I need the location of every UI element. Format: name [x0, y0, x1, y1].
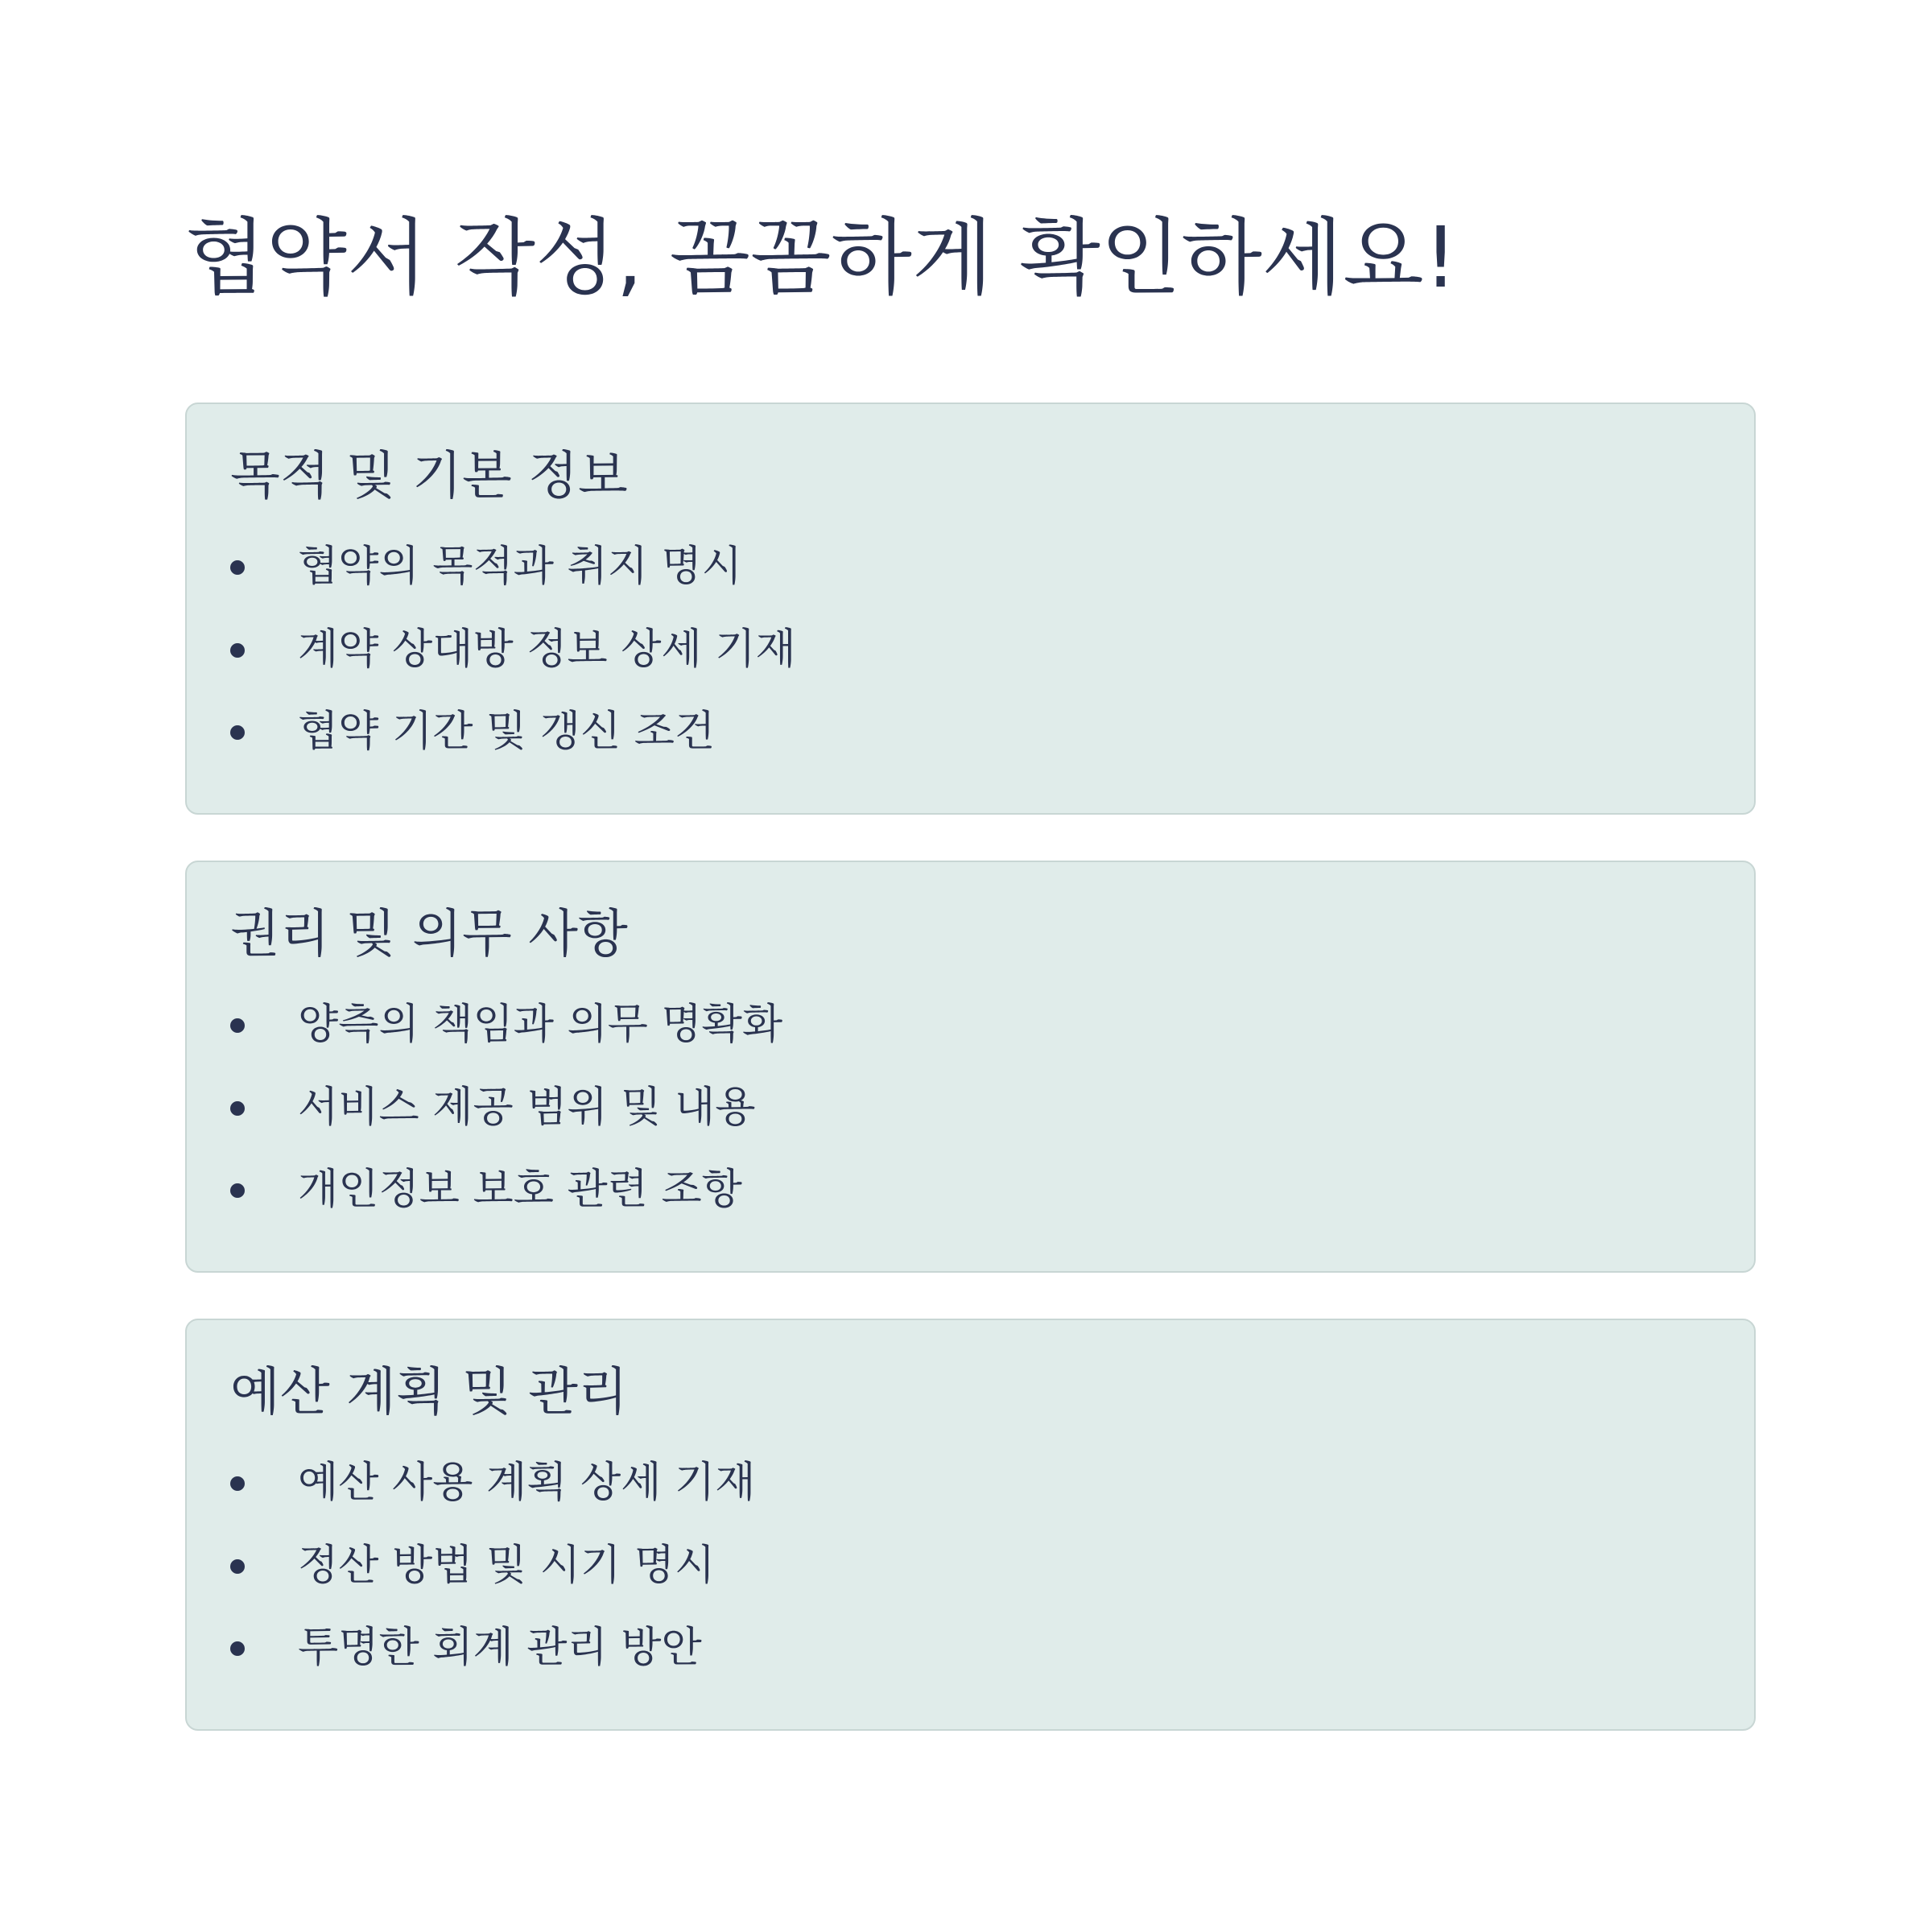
- bullet-icon: [230, 1101, 245, 1116]
- bullet-icon: [230, 1641, 245, 1656]
- page-title: 협약서 작성, 꼼꼼하게 확인하세요!: [185, 208, 1458, 307]
- list-item-text: 협약 기간 및 갱신 조건: [298, 708, 716, 756]
- bullet-icon: [230, 1559, 245, 1574]
- section-heading: 목적 및 기본 정보: [230, 447, 628, 506]
- list-item-text: 협약의 목적과 취지 명시: [298, 543, 742, 591]
- bullet-icon: [230, 643, 245, 658]
- list-item-text: 개인정보 보호 관련 조항: [298, 1166, 742, 1214]
- bullet-icon: [230, 1183, 245, 1198]
- list-item-text: 서비스 제공 범위 및 내용: [298, 1084, 756, 1132]
- bullet-icon: [230, 560, 245, 575]
- bullet-icon: [230, 725, 245, 740]
- bullet-icon: [230, 1018, 245, 1033]
- bullet-icon: [230, 1476, 245, 1491]
- list-item-text: 예산 사용 계획 상세 기재: [298, 1459, 756, 1507]
- section-heading: 권리 및 의무 사항: [230, 905, 628, 964]
- section-heading: 예산 계획 및 관리: [230, 1363, 628, 1422]
- list-item-text: 투명한 회계 관리 방안: [298, 1624, 702, 1672]
- section-card-basic-info: [185, 402, 1756, 815]
- list-item-text: 양측의 책임과 의무 명확화: [298, 1001, 783, 1049]
- section-card-budget: [185, 1319, 1756, 1731]
- list-item-text: 정산 방법 및 시기 명시: [298, 1542, 716, 1590]
- section-card-rights-duties: [185, 861, 1756, 1273]
- list-item-text: 계약 상대방 정보 상세 기재: [298, 625, 796, 674]
